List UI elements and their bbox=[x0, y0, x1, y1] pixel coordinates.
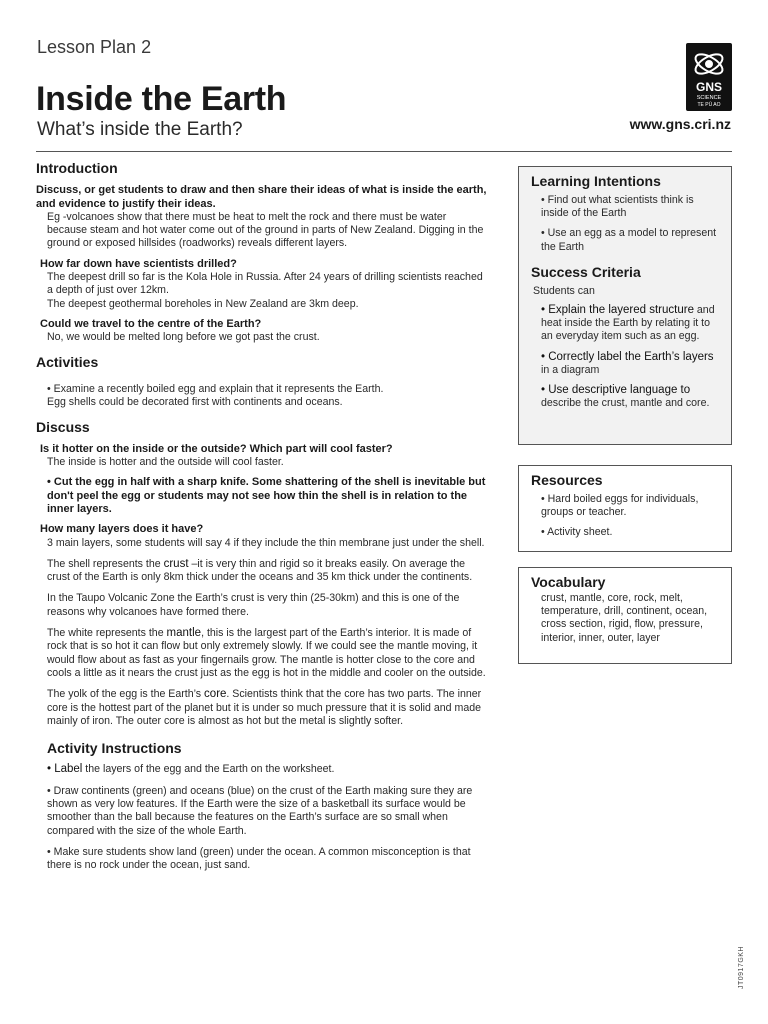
vocabulary-heading: Vocabulary bbox=[531, 574, 606, 590]
success-item-2: • Correctly label the Earth’s layers in a diagram bbox=[541, 350, 714, 376]
success-item-3: • Use descriptive language to describe the crust, mantle and core. bbox=[541, 384, 710, 410]
intro-lead-body: Eg -volcanoes show that there must be heat to melt the rock and there must be water because steam and hot water come out of the ground in parts of New Zealand. Digging in the ground or exposed hillsides (roadworks) reveals different layers. bbox=[47, 210, 484, 250]
question-drilled: How far down have scientists drilled? bbox=[40, 257, 237, 270]
gns-science-logo bbox=[686, 43, 732, 111]
introduction-heading: Introduction bbox=[36, 160, 118, 176]
mantle-paragraph: The white represents the mantle, this is the largest part of the Earth’s interior. It is made of rock that is so hot it can flow but only extremely slowly. If we could see the mantle moving, it would flow about as fast as your fingernails grow. The mantle is hotter close to the core and cools a little as it nears the crust just as the egg is hot in the middle and cooler on the outside. bbox=[47, 627, 486, 679]
page-subtitle: What’s inside the Earth? bbox=[37, 119, 243, 140]
cut-egg-instruction: • Cut the egg in half with a sharp knife. Some shattering of the shell is inevitable but don't peel the egg or students may not see how thin the shell is in relation to the inner layers. bbox=[47, 476, 486, 515]
taupo-paragraph: In the Taupo Volcanic Zone the Earth’s crust is very thin (25-30km) and this is one of the reasons why volcanoes have formed there. bbox=[47, 592, 460, 618]
answer-drilled: The deepest drill so far is the Kola Hole in Russia. After 24 years of drilling scientists reached a depth of just over 12km. bbox=[47, 271, 483, 297]
activity-instructions-heading: Activity Instructions bbox=[47, 740, 182, 757]
answer-drilled-nz: The deepest geothermal boreholes in New Zealand are 3km deep. bbox=[47, 297, 359, 310]
header-divider bbox=[36, 151, 732, 152]
instruction-land: • Make sure students show land (green) under the ocean. A common misconception is that there is no rock under the ocean, just sand. bbox=[47, 845, 471, 872]
activities-text: • Examine a recently boiled egg and explain that it represents the Earth. bbox=[47, 382, 384, 395]
page-title: Inside the Earth bbox=[36, 80, 287, 118]
resources-item-2: • Activity sheet. bbox=[541, 526, 613, 539]
atom-icon bbox=[693, 50, 726, 77]
success-intro: Students can bbox=[533, 284, 595, 297]
logo-text: GNS bbox=[695, 80, 723, 94]
resources-box bbox=[518, 465, 732, 552]
question-layers: How many layers does it have? bbox=[40, 523, 204, 536]
learning-intentions-heading: Learning Intentions bbox=[531, 173, 661, 189]
crust-paragraph: The shell represents the crust –it is very thin and rigid so it breaks easily. On average the crust of the Earth is only 8km thick under the oceans and 35 km thick under the continents. bbox=[47, 557, 473, 584]
learning-item-1: • Find out what scientists think is inside of the Earth bbox=[541, 194, 694, 220]
lesson-number: Lesson Plan 2 bbox=[37, 37, 152, 57]
crust-keyword: crust bbox=[163, 557, 189, 570]
answer-hotter: The inside is hotter and the outside will cool faster. bbox=[47, 456, 284, 469]
success-criteria-heading: Success Criteria bbox=[531, 263, 641, 280]
success-item-1: • Explain the layered structure and heat inside the Earth by relating it to an everyday item such as an egg. bbox=[541, 304, 715, 343]
instruction-label: • Label the layers of the egg and the Earth on the worksheet. bbox=[47, 763, 335, 776]
logo-sub2: TE PŪ AO bbox=[697, 102, 721, 108]
resources-item-1: • Hard boiled eggs for individuals, groups or teacher. bbox=[541, 493, 699, 519]
instruction-draw: • Draw continents (green) and oceans (blue) on the crust of the Earth making sure they are shown as very low features. If the Earth were the size of a basketball its surface would be smoother than the ball because the features on the Earth’s surface are so small when compared with the size of the whole Earth. bbox=[47, 784, 473, 837]
document-code: JT0917GKH bbox=[738, 946, 745, 990]
learning-success-box bbox=[518, 166, 732, 445]
vocabulary-box bbox=[518, 567, 732, 664]
core-paragraph: The yolk of the egg is the Earth’s core. Scientists think that the core has two parts. The inner core is the hottest part of the planet but it is under so much pressure that it is solid and made mainly of iron. The outer core is almost as hot but the metal is slightly softer. bbox=[47, 688, 482, 727]
logo-sub: SCIENCE bbox=[696, 95, 722, 101]
activities-text-2: Egg shells could be decorated first with continents and oceans. bbox=[47, 396, 343, 409]
mantle-keyword: mantle bbox=[166, 627, 202, 640]
main-content bbox=[36, 162, 488, 880]
question-travel: Could we travel to the centre of the Earth? bbox=[40, 317, 262, 330]
answer-travel: No, we would be melted long before we got past the crust. bbox=[47, 331, 320, 344]
question-hotter: Is it hotter on the inside or the outside? Which part will cool faster? bbox=[40, 442, 393, 455]
learning-item-2: • Use an egg as a model to represent the Earth bbox=[541, 227, 717, 253]
discuss-heading: Discuss bbox=[36, 419, 90, 436]
vocabulary-words: crust, mantle, core, rock, melt, temperature, drill, continent, ocean, cross section, rigid, flow, pressure, interior, inner, outer, layer bbox=[541, 592, 708, 644]
activities-heading: Activities bbox=[36, 353, 99, 370]
resources-heading: Resources bbox=[531, 472, 603, 488]
core-keyword: core bbox=[204, 688, 227, 701]
website-link[interactable]: www.gns.cri.nz bbox=[629, 116, 731, 132]
intro-lead: Discuss, or get students to draw and then share their ideas of what is inside the earth, and evidence to justify their ideas. bbox=[36, 184, 487, 210]
answer-layers: 3 main layers, some students will say 4 if they include the thin membrane just under the shell. bbox=[47, 536, 485, 549]
